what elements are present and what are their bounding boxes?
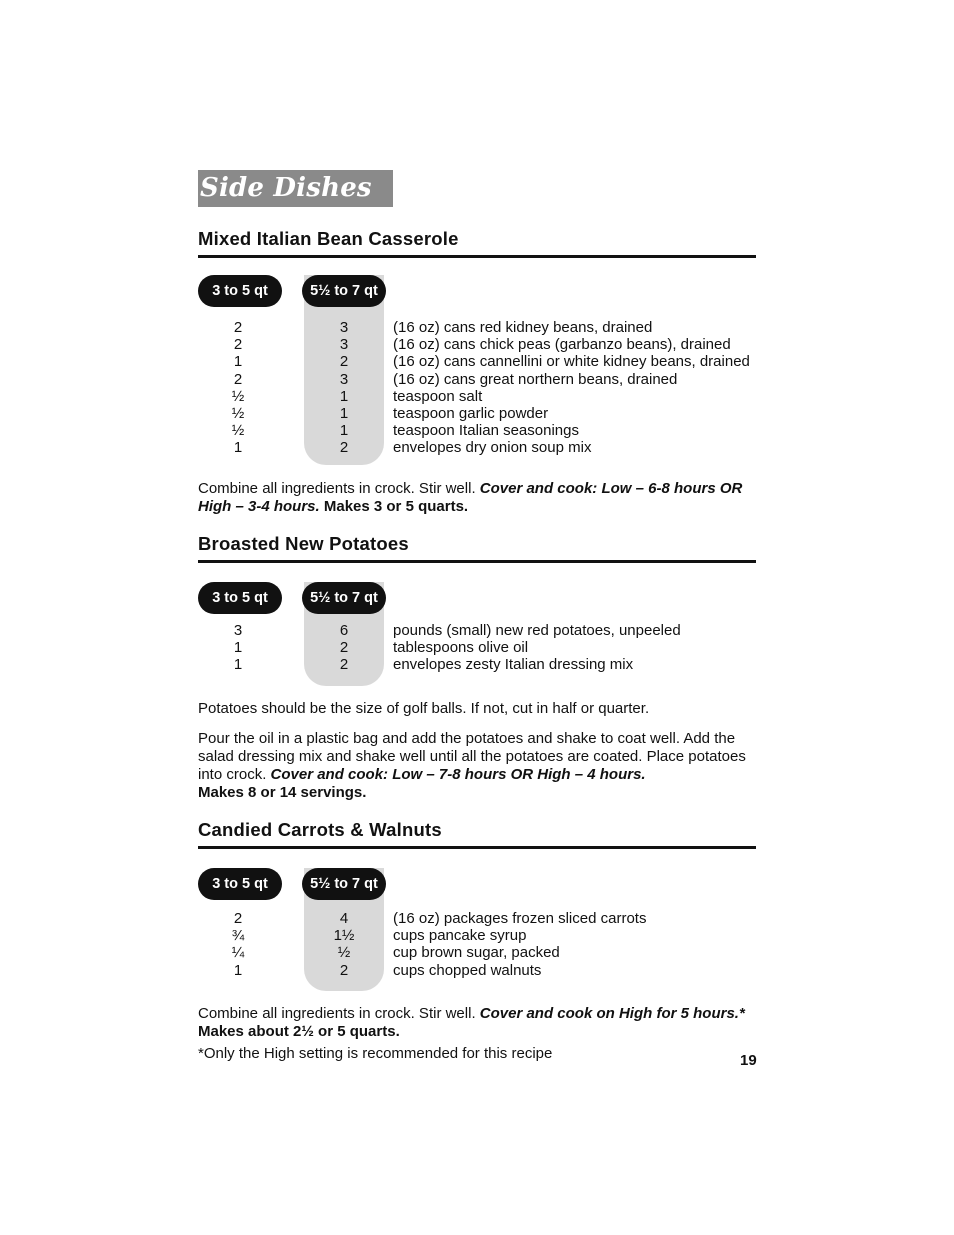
size-badge-large: 5½ to 7 qt [302,868,386,900]
ingredient-desc: (16 oz) cans chick peas (garbanzo beans), drained [393,336,731,354]
ingredient-row [198,405,756,422]
qty-small: 2 [233,910,243,927]
yield-text: Makes about 2½ or 5 quarts. [198,1023,400,1040]
ingredient-desc: envelopes zesty Italian dressing mix [393,656,634,674]
qty-large: 3 [339,370,349,388]
qty-large: 2 [339,639,349,657]
page-number: 19 [740,1052,757,1069]
qty-small: 1 [233,353,243,371]
qty-small: 1 [233,656,243,674]
qty-large: 2 [339,439,349,457]
qty-large: 2 [339,353,349,371]
ingredient-row [198,439,756,456]
qty-small: 2 [233,336,243,354]
cook-instructions: Cover and cook on High for 5 hours.* [479,1005,745,1022]
recipe-title: Mixed Italian Bean Casserole [198,228,756,258]
ingredient-row [198,622,756,639]
ingredient-row [198,319,756,336]
ingredient-desc: (16 oz) cans cannellini or white kidney beans, drained [393,353,750,371]
qty-large: 4 [339,910,349,927]
size-badge-small: 3 to 5 qt [198,275,282,307]
ingredient-desc: teaspoon garlic powder [393,404,549,422]
cook-instructions: Cover and cook: Low – 6-8 hours OR High – 3-4 hours. [198,480,743,515]
ingredient-row [198,962,756,979]
ingredient-table [198,868,756,991]
qty-small: ½ [231,404,245,422]
ingredient-desc: (16 oz) cans red kidney beans, drained [393,319,653,336]
qty-large: 1½ [333,927,355,945]
qty-small: 1 [233,639,243,657]
ingredient-row [198,910,756,927]
ingredient-desc: cups chopped walnuts [393,961,542,979]
ingredient-row [198,656,756,673]
ingredient-desc: cup brown sugar, packed [393,944,560,962]
recipe-broasted-new-potatoes [198,533,756,802]
ingredient-table [198,582,756,686]
size-badge-large: 5½ to 7 qt [302,275,386,307]
qty-large: 3 [339,319,349,336]
ingredient-desc: tablespoons olive oil [393,639,529,657]
qty-large: 3 [339,336,349,354]
qty-small: ½ [231,387,245,405]
qty-large: 1 [339,422,349,440]
qty-small: 1 [233,439,243,457]
ingredient-desc: teaspoon Italian seasonings [393,422,579,440]
ingredient-row [198,422,756,439]
footnote: *Only the High setting is recommended for this recipe [198,1045,553,1062]
ingredient-row [198,371,756,388]
size-badge-small: 3 to 5 qt [198,582,282,614]
recipe-directions [198,730,756,802]
recipe-note: Potatoes should be the size of golf balls. If not, cut in half or quarter. [198,700,650,717]
qty-small: ¾ [231,927,245,945]
qty-large: 6 [339,622,349,639]
yield-text: Makes 8 or 14 servings. [198,784,367,801]
qty-small: 2 [233,319,243,336]
yield-text: Makes 3 or 5 quarts. [319,498,469,515]
qty-large: ½ [337,944,351,962]
size-badge-small: 3 to 5 qt [198,868,282,900]
recipe-title: Broasted New Potatoes [198,533,756,563]
ingredient-desc: (16 oz) packages frozen sliced carrots [393,910,647,927]
ingredient-row [198,388,756,405]
recipe-title: Candied Carrots & Walnuts [198,819,756,849]
qty-small: 1 [233,961,243,979]
qty-large: 2 [339,961,349,979]
ingredient-desc: envelopes dry onion soup mix [393,439,592,457]
qty-small: ¼ [231,944,245,962]
section-title: Side Dishes [198,170,393,207]
recipe-candied-carrots-walnuts [198,819,756,1063]
size-badge-large: 5½ to 7 qt [302,582,386,614]
ingredient-table [198,275,756,465]
ingredient-row [198,944,756,961]
directions-text: Pour the oil in a plastic bag and add the potatoes and shake to coat well. Add the salad dressing mix and shake well until all the potatoes are coated. Place potatoes into crock. [198,730,746,783]
qty-large: 2 [339,656,349,674]
recipe-directions [198,1005,756,1041]
ingredient-desc: cups pancake syrup [393,927,527,945]
ingredient-row [198,336,756,353]
ingredient-row [198,927,756,944]
ingredient-row [198,639,756,656]
qty-small: 2 [233,370,243,388]
qty-small: ½ [231,422,245,440]
ingredient-desc: (16 oz) cans great northern beans, drained [393,370,678,388]
qty-large: 1 [339,387,349,405]
directions-text: Combine all ingredients in crock. Stir well. [198,1005,480,1022]
recipe-mixed-italian-bean-casserole [198,228,756,516]
ingredient-desc: teaspoon salt [393,387,483,405]
recipe-directions [198,480,756,516]
page [198,170,756,1063]
cook-instructions: Cover and cook: Low – 7-8 hours OR High – 4 hours. [270,766,646,783]
qty-small: 3 [233,622,243,639]
ingredient-row [198,353,756,370]
qty-large: 1 [339,404,349,422]
directions-text: Combine all ingredients in crock. Stir well. [198,480,480,497]
ingredient-desc: pounds (small) new red potatoes, unpeeled [393,622,681,639]
